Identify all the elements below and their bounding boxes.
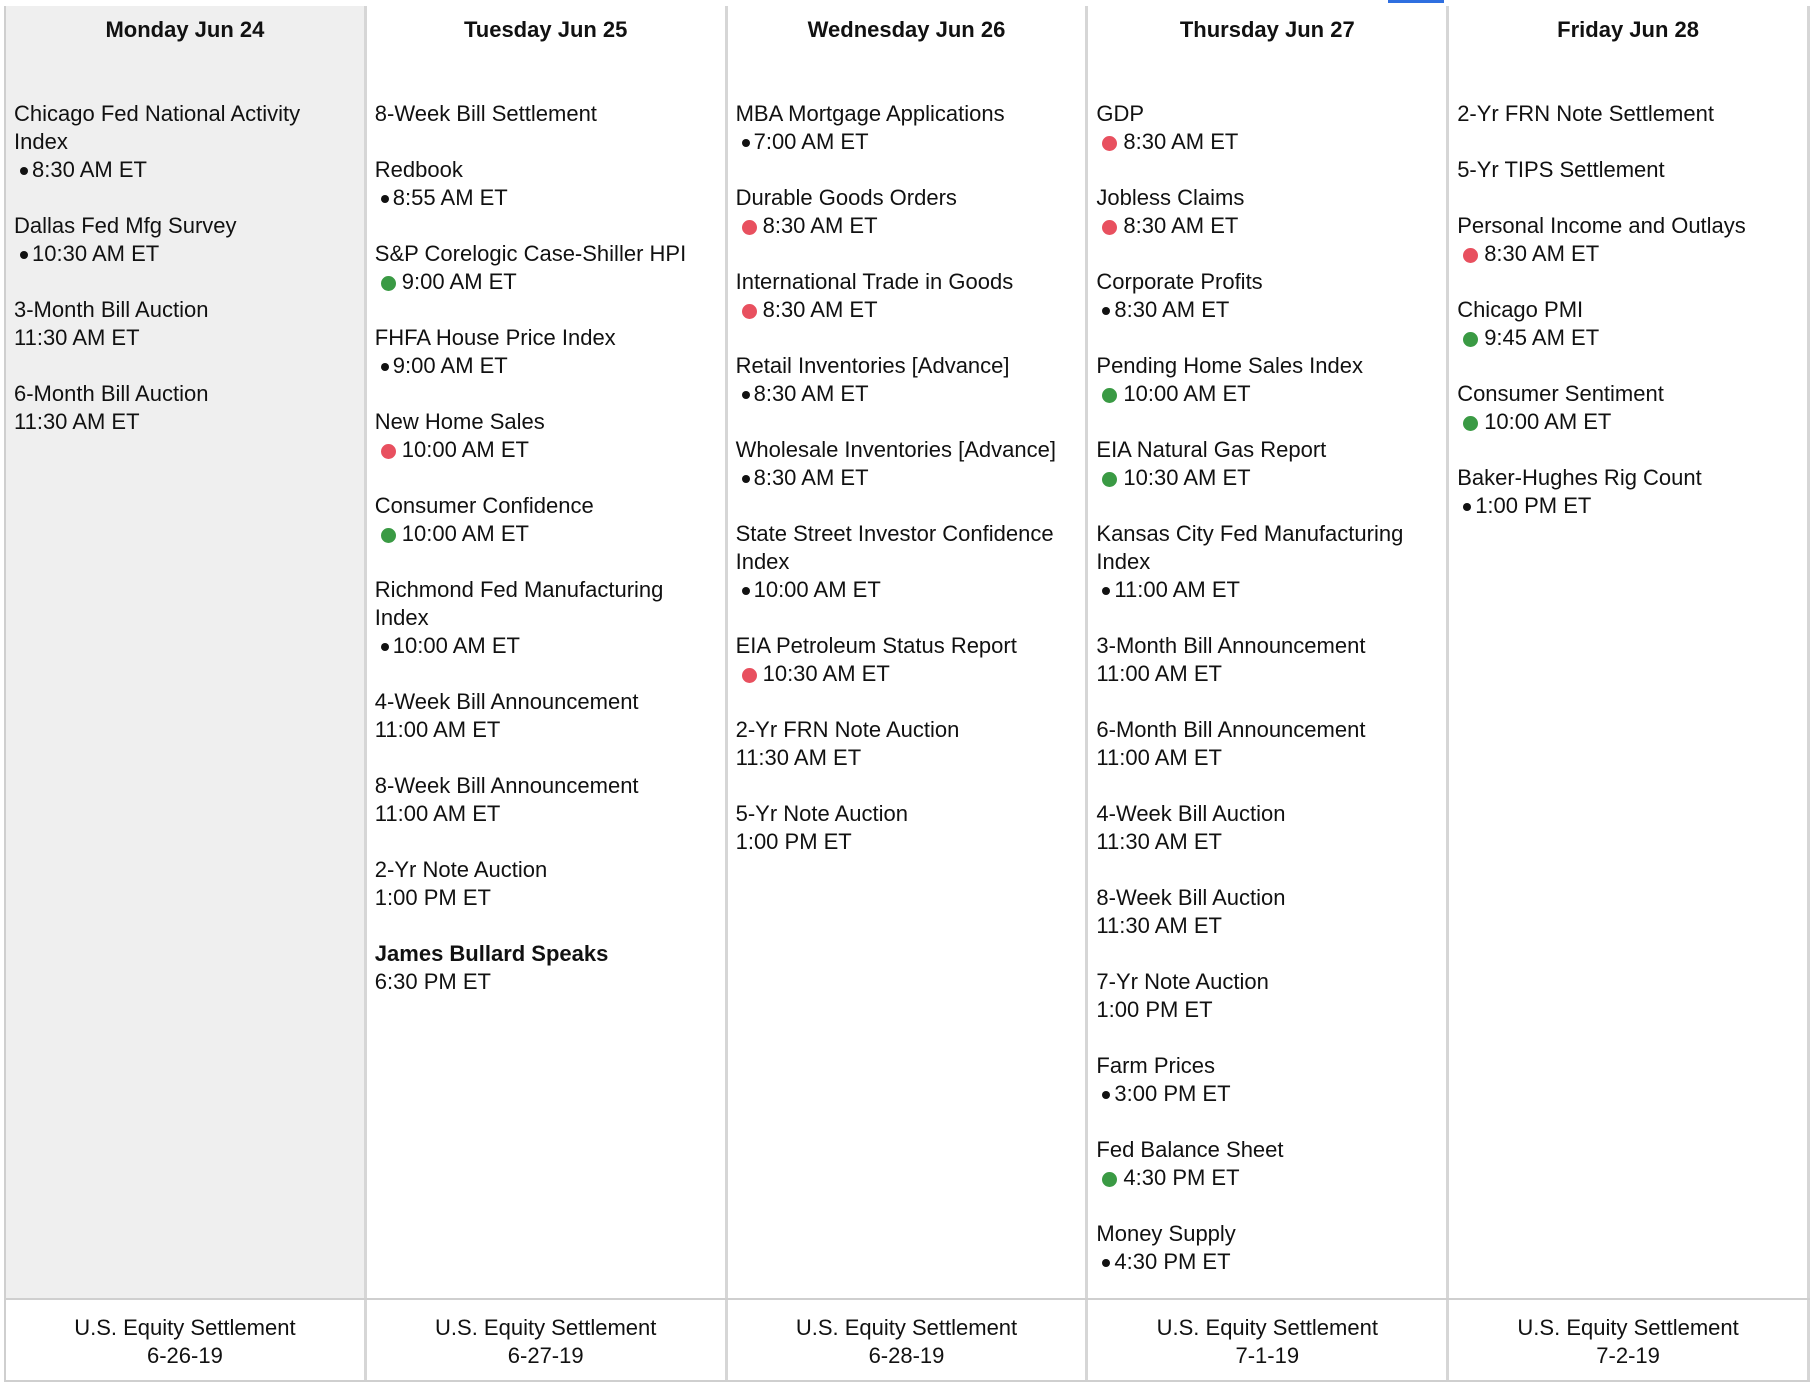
event-name[interactable]: GDP <box>1096 101 1145 126</box>
calendar-event[interactable] <box>375 156 725 212</box>
bullet-dot-icon <box>1102 1259 1110 1267</box>
event-time-text: 10:30 AM ET <box>1123 465 1251 490</box>
event-time-text: 1:00 PM ET <box>1096 997 1213 1022</box>
event-time <box>1457 324 1801 352</box>
event-name[interactable]: 3-Month Bill Announcement <box>1096 633 1366 658</box>
calendar-event[interactable] <box>375 492 725 548</box>
calendar-event[interactable] <box>736 632 1086 688</box>
event-name[interactable]: FHFA House Price Index <box>374 325 616 350</box>
event-time <box>736 380 1080 408</box>
event-time-text: 11:00 AM ET <box>1096 661 1222 686</box>
positive-dot-icon <box>381 276 396 291</box>
event-name[interactable]: EIA Petroleum Status Report <box>735 633 1017 658</box>
positive-dot-icon <box>1102 388 1117 403</box>
calendar-event[interactable] <box>1096 632 1446 688</box>
event-time <box>1096 996 1440 1024</box>
positive-dot-icon <box>1463 416 1478 431</box>
event-name[interactable]: Personal Income and Outlays <box>1457 213 1746 238</box>
calendar-event[interactable] <box>375 240 725 296</box>
event-time-text: 8:30 AM ET <box>32 157 147 182</box>
event-name[interactable]: 4-Week Bill Announcement <box>374 689 639 714</box>
settlement-label: U.S. Equity Settlement <box>74 1315 296 1340</box>
event-name[interactable]: Chicago PMI <box>1457 297 1584 322</box>
event-name[interactable]: Redbook <box>374 157 463 182</box>
event-time <box>375 352 719 380</box>
event-name[interactable]: 2-Yr FRN Note Auction <box>735 717 960 742</box>
event-time-text: 8:30 AM ET <box>1114 297 1230 322</box>
event-name[interactable]: Dallas Fed Mfg Survey <box>14 213 237 238</box>
event-time <box>375 184 719 212</box>
event-name[interactable]: 6-Month Bill Auction <box>14 381 209 406</box>
calendar-event[interactable] <box>375 408 725 464</box>
event-time-text: 8:30 AM ET <box>762 297 878 322</box>
event-name[interactable]: 8-Week Bill Settlement <box>374 101 597 126</box>
event-name[interactable]: Baker-Hughes Rig Count <box>1457 465 1702 490</box>
event-list <box>375 100 725 996</box>
event-time-text: 8:30 AM ET <box>762 213 878 238</box>
event-time-text: 10:00 AM ET <box>1123 381 1251 406</box>
calendar-event[interactable] <box>375 576 725 660</box>
calendar-event[interactable] <box>375 940 725 996</box>
calendar-event[interactable] <box>1096 884 1446 940</box>
event-name[interactable]: Consumer Confidence <box>374 493 594 518</box>
high-impact-dot-icon <box>381 444 396 459</box>
bullet-dot-icon <box>742 139 750 147</box>
event-time-text: 11:30 AM ET <box>1096 913 1222 938</box>
event-list <box>14 100 364 436</box>
event-name[interactable]: Consumer Sentiment <box>1457 381 1664 406</box>
bullet-dot-icon <box>742 391 750 399</box>
event-time <box>375 968 719 996</box>
event-name[interactable]: 2-Yr FRN Note Settlement <box>1457 101 1714 126</box>
settlement-label: U.S. Equity Settlement <box>1156 1315 1378 1340</box>
event-time-text: 10:30 AM ET <box>762 661 890 686</box>
settlement-date: 7-1-19 <box>1235 1343 1300 1368</box>
event-name[interactable]: Richmond Fed Manufacturing Index <box>374 577 664 630</box>
bullet-dot-icon <box>1102 307 1110 315</box>
day-column <box>1449 6 1810 1298</box>
event-time <box>375 268 719 296</box>
high-impact-dot-icon <box>1463 248 1478 263</box>
event-time <box>14 240 358 268</box>
calendar-event[interactable] <box>736 716 1086 772</box>
event-name[interactable]: 4-Week Bill Auction <box>1096 801 1286 826</box>
event-time-text: 8:55 AM ET <box>392 185 508 210</box>
event-time <box>14 156 358 184</box>
settlement-date: 6-28-19 <box>868 1343 945 1368</box>
event-time-text: 11:00 AM ET <box>374 717 501 742</box>
calendar-event[interactable] <box>1457 296 1807 352</box>
event-name[interactable]: 2-Yr Note Auction <box>374 857 548 882</box>
calendar-event[interactable] <box>375 856 725 912</box>
settlement-date: 6-26-19 <box>146 1343 223 1368</box>
high-impact-dot-icon <box>742 304 757 319</box>
event-name[interactable]: Durable Goods Orders <box>735 185 957 210</box>
calendar-event[interactable] <box>736 184 1086 240</box>
event-time <box>736 296 1080 324</box>
event-time <box>1096 128 1440 156</box>
event-time <box>14 324 358 352</box>
event-time-text: 11:30 AM ET <box>735 745 862 770</box>
event-time <box>736 660 1080 688</box>
event-time <box>375 716 719 744</box>
event-name[interactable]: 5-Yr TIPS Settlement <box>1457 157 1665 182</box>
day-header: Monday Jun 24 <box>105 17 265 42</box>
calendar-event[interactable] <box>1457 156 1807 184</box>
event-time <box>1096 1248 1440 1276</box>
positive-dot-icon <box>1102 472 1117 487</box>
event-name[interactable]: Chicago Fed National Activity Index <box>14 101 301 154</box>
event-name[interactable]: Farm Prices <box>1096 1053 1215 1078</box>
event-name[interactable]: Pending Home Sales Index <box>1096 353 1364 378</box>
event-name[interactable]: Wholesale Inventories [Advance] <box>735 437 1056 462</box>
event-time <box>1096 828 1440 856</box>
calendar-event[interactable] <box>14 212 364 268</box>
event-time-text: 10:00 AM ET <box>1484 409 1612 434</box>
event-time <box>375 436 719 464</box>
event-time <box>736 212 1080 240</box>
event-time <box>1096 744 1440 772</box>
calendar-event[interactable] <box>1096 268 1446 324</box>
calendar-event[interactable] <box>736 100 1086 156</box>
event-time <box>375 884 719 912</box>
event-time <box>736 576 1080 604</box>
event-time <box>1096 576 1440 604</box>
calendar-event[interactable] <box>1096 1052 1446 1108</box>
event-time <box>1096 380 1440 408</box>
event-name[interactable]: Jobless Claims <box>1096 185 1245 210</box>
equity-settlement-cell <box>367 1300 728 1380</box>
event-time-text: 4:30 PM ET <box>1123 1165 1240 1190</box>
calendar-event[interactable] <box>736 268 1086 324</box>
positive-dot-icon <box>381 528 396 543</box>
event-name[interactable]: 7-Yr Note Auction <box>1096 969 1269 994</box>
calendar-event[interactable] <box>1096 520 1446 604</box>
calendar-event[interactable] <box>1457 212 1807 268</box>
bullet-dot-icon <box>381 195 389 203</box>
event-time-text: 8:30 AM ET <box>753 381 869 406</box>
economic-calendar-week <box>4 6 1810 1382</box>
day-header: Friday Jun 28 <box>1557 17 1699 42</box>
day-header: Thursday Jun 27 <box>1179 17 1355 42</box>
calendar-event[interactable] <box>375 772 725 828</box>
day-column <box>1088 6 1449 1298</box>
event-time-text: 11:00 AM ET <box>1096 745 1222 770</box>
event-name[interactable]: MBA Mortgage Applications <box>735 101 1005 126</box>
event-time-text: 10:30 AM ET <box>32 241 160 266</box>
event-time-text: 10:00 AM ET <box>401 521 529 546</box>
calendar-event[interactable] <box>1096 1220 1446 1276</box>
event-list <box>1457 100 1807 520</box>
event-time <box>1457 492 1801 520</box>
calendar-event[interactable] <box>14 296 364 352</box>
event-time-text: 1:00 PM ET <box>374 885 491 910</box>
event-time <box>1096 1164 1440 1192</box>
top-scroll-indicator <box>1388 0 1444 3</box>
day-column <box>367 6 728 1298</box>
high-impact-dot-icon <box>1102 136 1117 151</box>
bullet-dot-icon <box>1463 503 1471 511</box>
day-column <box>6 6 367 1298</box>
days-row <box>6 6 1810 1300</box>
event-name[interactable]: New Home Sales <box>374 409 545 434</box>
event-time <box>1457 240 1801 268</box>
event-name[interactable]: S&P Corelogic Case-Shiller HPI <box>374 241 687 266</box>
calendar-event[interactable] <box>1457 380 1807 436</box>
event-time-text: 8:30 AM ET <box>753 465 869 490</box>
bullet-dot-icon <box>742 475 750 483</box>
event-time <box>736 128 1080 156</box>
event-time-text: 6:30 PM ET <box>374 969 491 994</box>
positive-dot-icon <box>1102 1172 1117 1187</box>
event-time-text: 10:00 AM ET <box>753 577 881 602</box>
event-time-text: 9:00 AM ET <box>401 269 517 294</box>
event-name[interactable]: 3-Month Bill Auction <box>14 297 209 322</box>
event-time-text: 7:00 AM ET <box>753 129 869 154</box>
event-name[interactable]: Kansas City Fed Manufacturing Index <box>1096 521 1404 574</box>
event-name[interactable]: 6-Month Bill Announcement <box>1096 717 1366 742</box>
event-time-text: 11:30 AM ET <box>14 325 140 350</box>
event-time <box>1457 408 1801 436</box>
event-time <box>1096 212 1440 240</box>
bullet-dot-icon <box>381 643 389 651</box>
event-time-text: 9:00 AM ET <box>392 353 508 378</box>
positive-dot-icon <box>1463 332 1478 347</box>
event-name[interactable]: EIA Natural Gas Report <box>1096 437 1327 462</box>
event-time <box>736 744 1080 772</box>
settlement-label: U.S. Equity Settlement <box>795 1315 1018 1340</box>
event-time-text: 4:30 PM ET <box>1114 1249 1231 1274</box>
day-header: Tuesday Jun 25 <box>463 17 628 42</box>
event-name[interactable]: James Bullard Speaks <box>374 941 609 966</box>
settlement-row <box>6 1300 1810 1380</box>
event-time-text: 1:00 PM ET <box>1475 493 1592 518</box>
calendar-event[interactable] <box>14 380 364 436</box>
calendar-event[interactable] <box>375 324 725 380</box>
bullet-dot-icon <box>1102 587 1110 595</box>
event-time-text: 11:00 AM ET <box>1114 577 1240 602</box>
event-list <box>736 100 1086 856</box>
event-time <box>736 828 1080 856</box>
event-time <box>1096 660 1440 688</box>
calendar-event[interactable] <box>736 436 1086 492</box>
event-time-text: 11:00 AM ET <box>374 801 501 826</box>
event-time-text: 8:30 AM ET <box>1123 129 1239 154</box>
event-time <box>375 800 719 828</box>
calendar-event[interactable] <box>375 100 725 128</box>
event-time-text: 8:30 AM ET <box>1484 241 1600 266</box>
settlement-date: 6-27-19 <box>507 1343 584 1368</box>
bullet-dot-icon <box>742 587 750 595</box>
event-name[interactable]: State Street Investor Confidence Index <box>735 521 1054 574</box>
event-time-text: 11:30 AM ET <box>1096 829 1222 854</box>
event-time-text: 10:00 AM ET <box>392 633 520 658</box>
calendar-event[interactable] <box>1096 1136 1446 1192</box>
event-time-text: 8:30 AM ET <box>1123 213 1239 238</box>
settlement-label: U.S. Equity Settlement <box>435 1315 657 1340</box>
bullet-dot-icon <box>1102 1091 1110 1099</box>
event-name[interactable]: 8-Week Bill Auction <box>1096 885 1286 910</box>
event-name[interactable]: Corporate Profits <box>1096 269 1263 294</box>
calendar-event[interactable] <box>736 520 1086 604</box>
calendar-event[interactable] <box>1096 352 1446 408</box>
calendar-event[interactable] <box>1457 464 1807 520</box>
equity-settlement-cell <box>6 1300 367 1380</box>
settlement-label: U.S. Equity Settlement <box>1517 1315 1739 1340</box>
event-name[interactable]: 5-Yr Note Auction <box>735 801 909 826</box>
calendar-event[interactable] <box>375 688 725 744</box>
bullet-dot-icon <box>381 363 389 371</box>
calendar-event[interactable] <box>1457 100 1807 128</box>
event-time <box>1096 464 1440 492</box>
calendar-event[interactable] <box>1096 184 1446 240</box>
event-time <box>736 464 1080 492</box>
event-name[interactable]: Retail Inventories [Advance] <box>735 353 1010 378</box>
high-impact-dot-icon <box>742 668 757 683</box>
calendar-event[interactable] <box>736 352 1086 408</box>
calendar-event[interactable] <box>736 800 1086 856</box>
calendar-event[interactable] <box>1096 716 1446 772</box>
high-impact-dot-icon <box>1102 220 1117 235</box>
calendar-event[interactable] <box>1096 100 1446 156</box>
event-list <box>1096 100 1446 1276</box>
day-column <box>728 6 1089 1298</box>
event-time <box>375 632 719 660</box>
event-time <box>14 408 358 436</box>
day-header: Wednesday Jun 26 <box>807 17 1006 42</box>
event-name[interactable]: Fed Balance Sheet <box>1096 1137 1284 1162</box>
event-time-text: 10:00 AM ET <box>401 437 529 462</box>
event-name[interactable]: Money Supply <box>1096 1221 1236 1246</box>
bullet-dot-icon <box>20 251 28 259</box>
calendar-event[interactable] <box>1096 968 1446 1024</box>
equity-settlement-cell <box>1449 1300 1810 1380</box>
equity-settlement-cell <box>1088 1300 1449 1380</box>
calendar-event[interactable] <box>1096 800 1446 856</box>
event-time-text: 9:45 AM ET <box>1484 325 1600 350</box>
high-impact-dot-icon <box>742 220 757 235</box>
event-name[interactable]: 8-Week Bill Announcement <box>374 773 639 798</box>
event-time-text: 11:30 AM ET <box>14 409 140 434</box>
bullet-dot-icon <box>20 167 28 175</box>
calendar-event[interactable] <box>1096 436 1446 492</box>
event-time <box>1096 296 1440 324</box>
event-time-text: 3:00 PM ET <box>1114 1081 1231 1106</box>
calendar-event[interactable] <box>14 100 364 184</box>
settlement-date: 7-2-19 <box>1596 1343 1660 1368</box>
event-time <box>375 520 719 548</box>
event-time <box>1096 1080 1440 1108</box>
event-time <box>1096 912 1440 940</box>
equity-settlement-cell <box>728 1300 1089 1380</box>
event-name[interactable]: International Trade in Goods <box>735 269 1014 294</box>
event-time-text: 1:00 PM ET <box>735 829 852 854</box>
